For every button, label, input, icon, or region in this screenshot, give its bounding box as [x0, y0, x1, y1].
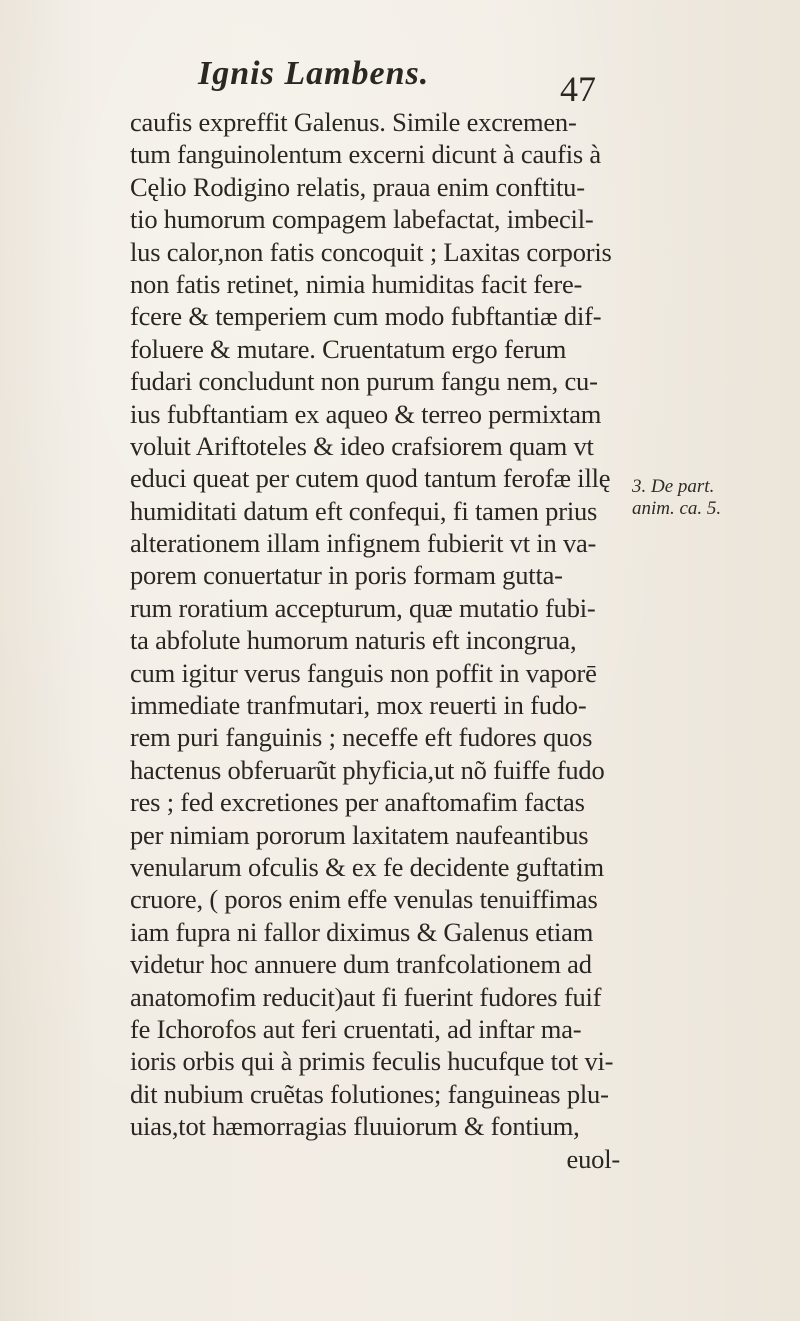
text-line: cruore, ( poros enim effe venulas tenuiffimas [130, 884, 598, 915]
text-line: venularum ofculis & ex fe decidente guftatim [130, 851, 604, 882]
text-line: caufis expreffit Galenus. Simile excremen- [130, 107, 577, 137]
text-line: foluere & mutare. Cruentatum ergo ferum [130, 333, 567, 364]
text-line: ta abfolute humorum naturis eft incongrua, [130, 625, 577, 656]
text-line: fudari concludunt non purum fangu nem, cu- [130, 366, 598, 397]
text-line: rum roratium accepturum, quæ mutatio fubi- [130, 592, 596, 623]
text-line: rem puri fanguinis ; neceffe eft fudores quos [130, 722, 593, 753]
text-line: ioris orbis qui à primis feculis hucufque tot vi- [130, 1046, 614, 1077]
text-line: voluit Ariftoteles & ideo crafsiorem quam vt [130, 430, 594, 461]
text-line: humiditati datum eft confequi, fi tamen prius [130, 495, 598, 526]
text-line: res ; fed excretiones per anaftomafim factas [130, 787, 585, 818]
text-line: immediate tranfmutari, mox reuerti in fudo- [130, 690, 587, 721]
text-line: hactenus obferuarũt phyficia,ut nõ fuiffe fudo [130, 754, 605, 785]
text-line: iam fupra ni fallor diximus & Galenus etiam [130, 916, 594, 947]
marginal-note-line: anim. ca. 5. [632, 498, 722, 519]
page-number: 47 [560, 69, 596, 109]
text-line: porem conuertatur in poris formam gutta- [130, 560, 563, 591]
text-line: alterationem illam infignem fubierit vt in va- [130, 528, 597, 559]
text-line: Cęlio Rodigino relatis, praua enim conftitu- [130, 171, 585, 202]
text-line: cum igitur verus fanguis non poffit in vaporē [130, 657, 597, 688]
text-line: lus calor,non fatis concoquit ; Laxitas corporis [130, 236, 612, 267]
text-line: ius fubftantiam ex aqueo & terreo permixtam [130, 398, 602, 429]
text-line: educi queat per cutem quod tantum ferofæ illę [130, 463, 611, 494]
catchword: euol- [566, 1143, 620, 1174]
text-line: uias,tot hæmorragias fluuiorum & fontium, [130, 1111, 580, 1142]
text-line: tio humorum compagem labefactat, imbecil- [130, 204, 594, 235]
text-line: anatomofim reducit)aut fi fuerint fudores fuif [130, 981, 602, 1012]
text-line: fe Ichorofos aut feri cruentati, ad inftar ma- [130, 1013, 582, 1044]
marginal-note [632, 476, 792, 520]
text-line: fcere & temperiem cum modo fubftantiæ dif- [130, 301, 602, 332]
text-line: non fatis retinet, nimia humiditas facit fere- [130, 268, 583, 299]
text-line: dit nubium cruẽtas folutiones; fanguineas plu- [130, 1078, 609, 1109]
text-line: per nimiam pororum laxitatem naufeantibus [130, 819, 589, 850]
text-line: videtur hoc annuere dum tranfcolationem ad [130, 949, 592, 980]
body-text [130, 106, 630, 1175]
text-line: tum fanguinolentum excerni dicunt à caufis à [130, 139, 601, 170]
marginal-note-line: 3. De part. [632, 476, 715, 497]
running-title: Ignis Lambens. [198, 55, 430, 92]
